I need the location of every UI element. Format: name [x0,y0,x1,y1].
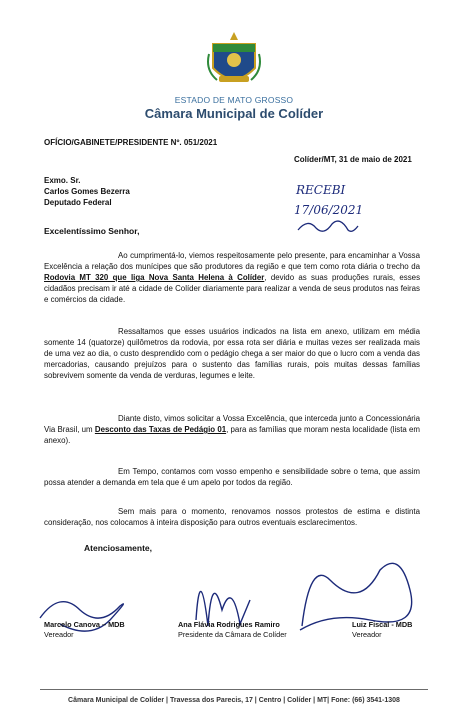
received-stamp [292,178,372,240]
signatory-2 [178,620,287,640]
received-date: 17/06/2021 [294,203,364,217]
chamber-title: Câmara Municipal de Colíder [144,106,324,121]
paragraph-3-text-a: Diante disto, vimos solicitar a Vossa Excelência, que interceda junto a Concessionária Via Brasil, um [44,414,420,434]
footer-address: Câmara Municipal de Colíder | Travessa dos Parecis, 17 | Centro | Colíder | MT| Fone: (66) 3541-1308 [68,697,400,704]
paragraph-1-highway: Rodovia MT 320 que liga Nova Santa Helena à Colíder [44,273,265,282]
paragraph-1-text-b: , devido as suas produções rurais, esses cidadãos precisam ir até a cidade de Colíder diariamente para realizar a venda de seus produtos nas feiras e comércios da cidade. [44,273,421,304]
paragraph-4: Em Tempo, contamos com vosso empenho e sensibilidade sobre o tema, que assim possa atender a demanda em tela que é um apelo por todos da região. [44,467,420,487]
paragraph-3 [44,413,420,446]
closing: Atenciosamente, [84,543,153,553]
recipient-name: Carlos Gomes Bezerra [44,187,130,196]
signatory-1-role: Vereador [44,630,74,639]
recipient-title: Exmo. Sr. [44,176,81,185]
paragraph-1 [44,250,420,305]
signatory-2-name: Ana Flávia Rodrigues Ramiro [178,620,280,629]
document-date: Colíder/MT, 31 de maio de 2021 [294,155,412,164]
signatory-1 [44,620,125,640]
paragraph-3-discount: Desconto das Taxas de Pedágio 01 [94,425,227,434]
state-name: ESTADO DE MATO GROSSO [174,95,294,105]
recipient-block [44,175,130,208]
chamber-crest-logo [205,30,263,94]
recipient-office: Deputado Federal [44,198,112,207]
received-word: RECEBI [296,183,346,197]
signatory-2-role: Presidente da Câmara de Colíder [178,630,287,639]
signatory-3-role: Vereador [352,630,382,639]
signatory-3-name: Luiz Fiscal - MDB [352,620,413,629]
document-reference: OFÍCIO/GABINETE/PRESIDENTE Nº. 051/2021 [44,138,218,147]
paragraph-1-text-a: Ao cumprimentá-lo, viemos respeitosamente pelo presente, para encaminhar a Vossa Excelência a relação dos munícipes que são produtores da região e que tem como rota diária o trecho da [44,251,420,271]
paragraph-2: Ressaltamos que esses usuários indicados na lista em anexo, utilizam em média somente 14 (quatorze) quilômetros da rodovia, por essa rota ser diária e muitas vezes ser realizada mais de uma vez ao dia, o custo desprendido com o pedágio chega a ser maior do que o lucro com a venda das mercadorias, causando prejuízos para o sustento das famílias rurais, pois muitas dessas famílias sobrevivem somente da venda de verduras, legumes e leite. [44,327,420,380]
paragraph-5: Sem mais para o momento, renovamos nossos protestos de estima e distinta consideração, nos colocamos à inteira disposição para outros eventuais esclarecimentos. [44,507,420,527]
signatory-1-name: Marcelo Canova – MDB [44,620,125,629]
footer-divider [40,689,428,690]
salutation: Excelentíssimo Senhor, [44,226,140,236]
signatory-3 [352,620,412,640]
paragraph-3-text-b: , para as famílias que moram nesta localidade (lista em anexo). [44,425,420,445]
